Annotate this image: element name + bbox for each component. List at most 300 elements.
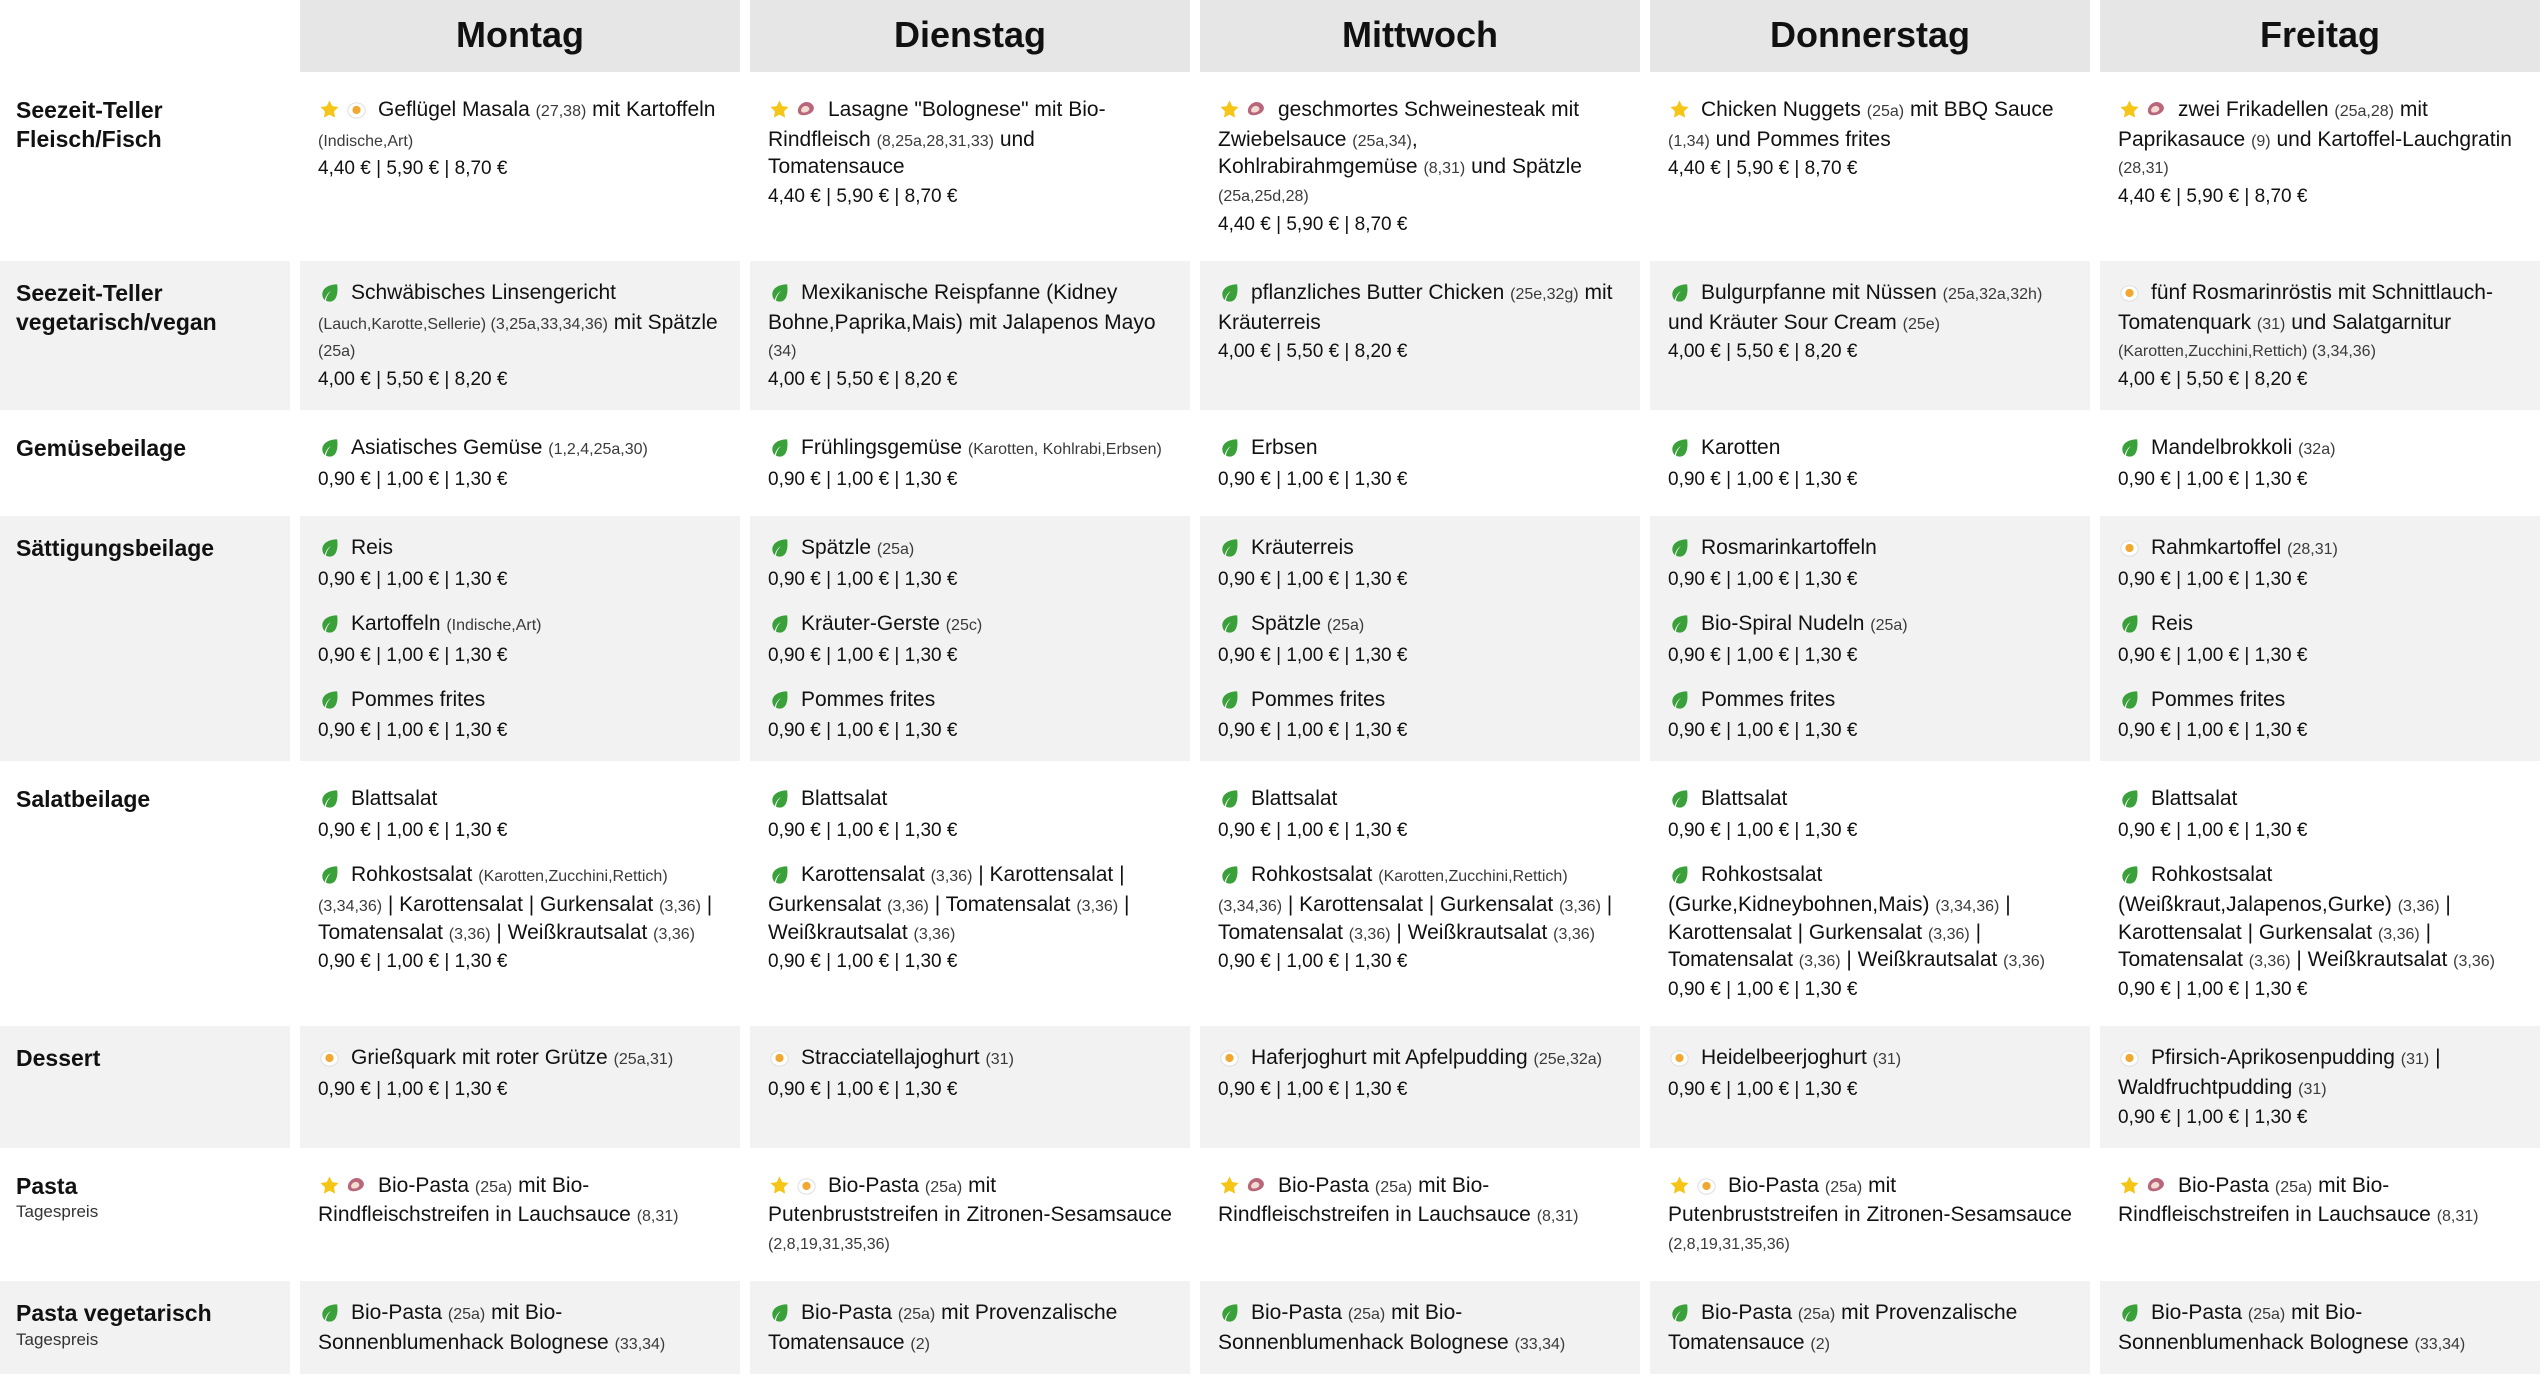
menu-cell <box>295 413 745 513</box>
allergen-codes: (2) <box>910 1335 930 1353</box>
vegan-leaf-icon <box>2118 1301 2141 1324</box>
dish-name: Blattsalat <box>351 787 438 811</box>
vegan-leaf-icon <box>318 787 341 810</box>
menu-cell <box>1195 413 1645 513</box>
price-line: 0,90 € | 1,00 € | 1,30 € <box>768 568 958 590</box>
price-line: 4,40 € | 5,90 € | 8,70 € <box>1218 213 1408 235</box>
star-icon <box>318 98 341 121</box>
price-line: 0,90 € | 1,00 € | 1,30 € <box>768 468 958 490</box>
allergen-codes: (3,36) <box>887 897 929 915</box>
dish-name: mit BBQ Sauce <box>1904 98 2054 121</box>
star-icon <box>2118 98 2141 121</box>
allergen-codes: (Karotten,Zucchini,Rettich) (3,34,36) <box>2118 343 2376 361</box>
dish-description <box>768 785 1172 815</box>
dish-description <box>1668 610 2072 640</box>
dish-name: | Weißkrautsalat <box>1390 920 1554 944</box>
dish-name: Bio-Spiral Nudeln <box>1701 611 1871 635</box>
vegan-leaf-icon <box>318 536 341 559</box>
category-header <box>0 764 295 1023</box>
star-icon <box>768 98 791 121</box>
dish-icons <box>768 98 822 126</box>
menu-cell <box>1645 1278 2095 1374</box>
dish-icons <box>1218 688 1245 716</box>
dish-description <box>318 534 722 564</box>
dish-description <box>318 610 722 640</box>
vegetarian-egg-icon <box>1218 1046 1241 1069</box>
menu-cell <box>745 1023 1195 1151</box>
allergen-codes: (31) <box>2256 315 2286 333</box>
dish-icons <box>2118 1174 2172 1202</box>
menu-cell <box>1195 1278 1645 1374</box>
dish-item <box>1218 1299 1622 1356</box>
vegan-leaf-icon <box>1218 688 1241 711</box>
dish-description <box>2118 534 2522 564</box>
allergen-codes: (25c) <box>945 616 983 634</box>
dish-item <box>1668 1172 2072 1257</box>
price-line: 4,40 € | 5,90 € | 8,70 € <box>1668 158 1858 180</box>
menu-table-header <box>0 0 2545 75</box>
dish-description <box>2118 434 2522 464</box>
price-line: 0,90 € | 1,00 € | 1,30 € <box>1218 720 1408 742</box>
dish-item <box>318 610 722 668</box>
allergen-codes: (3,36) <box>2453 953 2495 971</box>
dish-name: Geflügel Masala <box>378 98 536 121</box>
dish-item <box>2118 1172 2522 1229</box>
dish-description <box>2118 1172 2522 1229</box>
allergen-codes: (3,36) <box>1559 897 1601 915</box>
vegan-leaf-icon <box>2118 688 2141 711</box>
menu-cell <box>295 1023 745 1151</box>
dish-name: Spätzle <box>801 535 877 559</box>
vegan-leaf-icon <box>768 612 791 635</box>
allergen-codes: (25a) <box>1866 103 1905 120</box>
dish-item <box>768 1299 1172 1356</box>
dish-description <box>768 861 1172 946</box>
dish-name: | Tomatensalat <box>1668 920 1982 972</box>
dish-item <box>1668 434 2072 492</box>
category-title: Gemüsebeilage <box>16 435 187 462</box>
star-icon <box>1668 1174 1691 1197</box>
dish-name: mit Provenzalische Tomatensauce <box>1668 1300 2018 1354</box>
allergen-codes: (8,25a,28,31,33) <box>876 132 994 150</box>
dish-icons <box>2118 1046 2145 1074</box>
menu-cell <box>2095 1278 2545 1374</box>
allergen-codes: (25a,28) <box>2334 103 2394 120</box>
dish-icons <box>768 1046 795 1074</box>
allergen-codes: (25a) <box>2274 1178 2313 1196</box>
allergen-codes: (25a) <box>1347 1305 1386 1323</box>
vegan-leaf-icon <box>318 1301 341 1324</box>
dish-name: Spätzle <box>1251 611 1327 635</box>
dish-name: und Kartoffel-Lauchgratin <box>2270 127 2512 151</box>
star-icon <box>318 1174 341 1197</box>
allergen-codes: (27,38) <box>535 103 587 120</box>
category-header <box>0 75 295 258</box>
dish-description <box>318 434 722 464</box>
dish-item <box>318 96 722 182</box>
menu-cell <box>745 413 1195 513</box>
dish-icons <box>768 436 795 464</box>
price-line: 0,90 € | 1,00 € | 1,30 € <box>2118 979 2308 1001</box>
dish-icons <box>2118 436 2145 464</box>
vegan-leaf-icon <box>318 863 341 886</box>
dish-description <box>1218 610 1622 640</box>
menu-cell <box>1645 1023 2095 1151</box>
dish-name: | Tomatensalat <box>928 892 1077 916</box>
dish-item <box>768 686 1172 744</box>
price-line: 0,90 € | 1,00 € | 1,30 € <box>2118 820 2308 842</box>
dish-item <box>318 279 722 392</box>
price-line: 0,90 € | 1,00 € | 1,30 € <box>1218 820 1408 842</box>
dish-item <box>1668 1044 2072 1102</box>
dish-description <box>1668 96 2072 153</box>
dish-icons <box>1218 787 1245 815</box>
vegetarian-egg-icon <box>318 1046 341 1069</box>
dish-name: Mexikanische Reispfanne (Kidney Bohne,Paprika,Mais) mit Jalapenos Mayo <box>768 280 1156 334</box>
allergen-codes: (3,36) <box>2377 925 2420 943</box>
vegan-leaf-icon <box>1668 688 1691 711</box>
menu-table-body <box>0 75 2545 1374</box>
allergen-codes: (28,31) <box>2118 160 2169 178</box>
dish-icons <box>318 1301 345 1329</box>
price-line: 0,90 € | 1,00 € | 1,30 € <box>2118 720 2308 742</box>
vegan-leaf-icon <box>318 688 341 711</box>
dish-description <box>1218 1172 1622 1229</box>
price-line: 0,90 € | 1,00 € | 1,30 € <box>2118 1106 2308 1128</box>
vegan-leaf-icon <box>768 436 791 459</box>
meat-icon <box>2145 98 2168 121</box>
menu-cell <box>1645 764 2095 1023</box>
price-line: 0,90 € | 1,00 € | 1,30 € <box>1668 1078 1858 1100</box>
vegetarian-egg-icon <box>345 98 368 121</box>
dish-name: Pommes frites <box>1701 687 1836 711</box>
dish-description <box>318 96 722 153</box>
dish-name: Stracciatellajoghurt <box>801 1046 986 1070</box>
dish-name: | Tomatensalat <box>1218 892 1613 944</box>
star-icon <box>2118 1174 2141 1197</box>
dish-name: Erbsen <box>1251 436 1318 460</box>
price-line: 4,00 € | 5,50 € | 8,20 € <box>318 369 508 391</box>
dish-name: und Pommes frites <box>1709 127 1891 151</box>
menu-cell <box>745 764 1195 1023</box>
dish-description <box>768 610 1172 640</box>
allergen-codes: (34) <box>768 343 797 361</box>
category-row <box>0 413 2545 513</box>
dish-name: | Weißkrautsalat <box>2290 948 2454 972</box>
price-line: 0,90 € | 1,00 € | 1,30 € <box>768 644 958 666</box>
dish-name: mit Bio-Sonnenblumenhack Bolognese <box>318 1300 615 1354</box>
price-line: 0,90 € | 1,00 € | 1,30 € <box>318 820 508 842</box>
dish-name: | Karottensalat | Gurkensalat <box>382 892 660 916</box>
dish-name: und Kräuter Sour Cream <box>1668 310 1903 334</box>
vegan-leaf-icon <box>318 436 341 459</box>
category-row <box>0 1023 2545 1151</box>
vegan-leaf-icon <box>1218 281 1241 304</box>
category-row <box>0 258 2545 413</box>
allergen-codes: (31) <box>2298 1080 2327 1098</box>
dish-name: Pommes frites <box>801 687 936 711</box>
dish-name: Pommes frites <box>1251 687 1386 711</box>
dish-name: Rosmarinkartoffeln <box>1701 535 1877 559</box>
dish-item <box>768 279 1172 392</box>
dish-description <box>1668 861 2072 974</box>
category-title: Sättigungsbeilage <box>16 534 215 561</box>
vegetarian-egg-icon <box>795 1174 818 1197</box>
menu-cell <box>745 513 1195 764</box>
vegan-leaf-icon <box>318 281 341 304</box>
allergen-codes: (25a) <box>1824 1178 1863 1196</box>
dish-name: Bio-Pasta <box>801 1300 898 1324</box>
dish-description <box>1668 785 2072 815</box>
dish-icons <box>318 1174 372 1202</box>
allergen-codes: (3,36) <box>653 925 695 943</box>
dish-item <box>1218 434 1622 492</box>
dish-description <box>1218 1299 1622 1356</box>
category-subtitle: Tagespreis <box>16 1202 99 1222</box>
dish-description <box>768 434 1172 464</box>
dish-item <box>1668 279 2072 365</box>
dish-item <box>768 96 1172 209</box>
dish-icons <box>2118 98 2172 126</box>
dish-icons <box>768 787 795 815</box>
price-line: 0,90 € | 1,00 € | 1,30 € <box>1668 720 1858 742</box>
menu-cell <box>2095 1151 2545 1278</box>
dish-icons <box>2118 688 2145 716</box>
allergen-codes: (8,31) <box>1536 1208 1579 1226</box>
dish-description <box>1668 434 2072 464</box>
dish-name: Rohkostsalat (Gurke,Kidneybohnen,Mais) <box>1668 863 1936 916</box>
dish-description <box>1218 279 1622 336</box>
dish-icons <box>1668 281 1695 309</box>
dish-item <box>768 1172 1172 1257</box>
dish-name: Kartoffeln <box>351 611 447 635</box>
category-title: Seezeit-Teller vegetarisch/vegan <box>16 279 217 335</box>
dish-item <box>318 861 722 974</box>
dish-icons <box>768 281 795 309</box>
category-title: Seezeit-Teller Fleisch/Fisch <box>16 97 163 152</box>
menu-cell <box>1195 75 1645 258</box>
dish-description <box>318 861 722 946</box>
price-line: 0,90 € | 1,00 € | 1,30 € <box>1218 1078 1408 1100</box>
allergen-codes: (25a) <box>1797 1305 1836 1323</box>
price-line: 0,90 € | 1,00 € | 1,30 € <box>1218 468 1408 490</box>
dish-name: Blattsalat <box>1701 787 1788 811</box>
dish-item <box>318 1299 722 1356</box>
allergen-codes: (31) <box>1872 1051 1902 1069</box>
vegan-leaf-icon <box>318 612 341 635</box>
vegetarian-egg-icon <box>2118 281 2141 304</box>
meat-icon <box>795 98 818 121</box>
dish-icons <box>1668 1046 1695 1074</box>
dish-icons <box>1668 1174 1722 1202</box>
allergen-codes: (3,36) <box>448 925 491 943</box>
price-line: 0,90 € | 1,00 € | 1,30 € <box>1668 820 1858 842</box>
dish-description <box>2118 610 2522 640</box>
dish-name: Bio-Pasta <box>351 1300 448 1324</box>
dish-item <box>2118 279 2522 392</box>
dish-description <box>1668 1044 2072 1074</box>
meat-icon <box>345 1174 368 1197</box>
menu-cell <box>1195 1151 1645 1278</box>
allergen-codes: (25a,25d,28) <box>1218 188 1309 206</box>
vegan-leaf-icon <box>1218 436 1241 459</box>
vegan-leaf-icon <box>768 281 791 304</box>
dish-item <box>1218 861 1622 974</box>
dish-name: Bio-Pasta <box>1251 1300 1348 1324</box>
category-title: Salatbeilage <box>16 786 151 813</box>
dish-name: Karotten <box>1701 436 1781 460</box>
dish-name: Bio-Pasta <box>378 1173 475 1197</box>
menu-cell <box>745 258 1195 413</box>
dish-name: Bio-Pasta <box>2151 1300 2248 1324</box>
dish-name: Haferjoghurt mit Apfelpudding <box>1251 1046 1534 1070</box>
category-subtitle: Tagespreis <box>16 1329 99 1349</box>
dish-description <box>318 686 722 716</box>
dish-name: mit Kräuterreis <box>1218 280 1613 334</box>
dish-name: pflanzliches Butter Chicken <box>1251 280 1511 304</box>
price-line: 0,90 € | 1,00 € | 1,30 € <box>1668 468 1858 490</box>
allergen-codes: (1,2,4,25a,30) <box>548 441 648 459</box>
price-line: 0,90 € | 1,00 € | 1,30 € <box>2118 468 2308 490</box>
dish-name: Rahmkartoffel <box>2151 535 2288 559</box>
day-header-montag: Montag <box>295 0 745 75</box>
vegan-leaf-icon <box>1668 863 1691 886</box>
menu-cell <box>2095 413 2545 513</box>
dish-name: Pommes frites <box>2151 687 2286 711</box>
dish-icons <box>768 1301 795 1329</box>
allergen-codes: (25a) <box>1374 1178 1413 1196</box>
dish-name: Frühlingsgemüse <box>801 436 968 460</box>
corner-cell <box>0 0 295 75</box>
dish-name: | Waldfruchtpudding <box>2118 1046 2441 1099</box>
price-line: 4,40 € | 5,90 € | 8,70 € <box>768 186 958 208</box>
dish-description <box>768 1172 1172 1257</box>
dish-name: Rohkostsalat <box>351 863 479 887</box>
dish-item <box>1218 686 1622 744</box>
dish-icons <box>318 612 345 640</box>
vegan-leaf-icon <box>768 863 791 886</box>
dish-item <box>1218 1172 1622 1229</box>
dish-icons <box>318 863 345 891</box>
dish-description <box>2118 1044 2522 1101</box>
allergen-codes: (25a,31) <box>613 1051 674 1069</box>
dish-name: | Karottensalat | Gurkensalat <box>768 863 1125 916</box>
vegan-leaf-icon <box>2118 863 2141 886</box>
dish-item <box>2118 1299 2522 1356</box>
dish-icons <box>768 536 795 564</box>
menu-cell <box>295 258 745 413</box>
allergen-codes: (3,36) <box>1798 953 1841 971</box>
dish-icons <box>2118 787 2145 815</box>
menu-cell <box>1645 1151 2095 1278</box>
allergen-codes: (3,36) <box>1927 925 1970 943</box>
dish-name: Mandelbrokkoli <box>2151 436 2299 460</box>
dish-description <box>1668 279 2072 336</box>
dish-name: | Karottensalat | Gurkensalat <box>2118 892 2451 944</box>
dish-name: Reis <box>351 535 394 559</box>
dish-description <box>318 1172 722 1229</box>
dish-icons <box>2118 281 2145 309</box>
dish-icons <box>1668 863 1695 891</box>
allergen-codes: (3,36) <box>2003 953 2045 971</box>
price-line: 0,90 € | 1,00 € | 1,30 € <box>1218 951 1408 973</box>
allergen-codes: (3,36) <box>1348 925 1391 943</box>
dish-description <box>2118 279 2522 364</box>
dish-description <box>1218 686 1622 716</box>
menu-cell <box>1195 258 1645 413</box>
allergen-codes: (25e,32g) <box>1510 285 1579 303</box>
menu-cell <box>2095 513 2545 764</box>
dish-item <box>768 534 1172 592</box>
dish-icons <box>318 787 345 815</box>
dish-name: Grießquark mit roter Grütze <box>351 1046 614 1070</box>
dish-item <box>2118 686 2522 744</box>
dish-description <box>2118 96 2522 181</box>
price-line: 4,40 € | 5,90 € | 8,70 € <box>2118 186 2308 208</box>
dish-icons <box>1668 612 1695 640</box>
menu-cell <box>295 1278 745 1374</box>
dish-name: Bio-Pasta <box>2178 1173 2275 1197</box>
dish-name: | Weißkrautsalat <box>490 920 654 944</box>
dish-name: Bio-Pasta <box>1701 1300 1798 1324</box>
dish-description <box>318 1299 722 1356</box>
dish-item <box>1218 96 1622 237</box>
allergen-codes: (Karotten, Kohlrabi,Erbsen) <box>967 441 1162 459</box>
allergen-codes: (25a,32a,32h) <box>1942 285 2043 303</box>
menu-cell <box>1645 513 2095 764</box>
dish-item <box>1668 534 2072 592</box>
allergen-codes: (9) <box>2251 132 2271 150</box>
price-line: 0,90 € | 1,00 € | 1,30 € <box>2118 568 2308 590</box>
allergen-codes: (32a) <box>2298 441 2336 459</box>
dish-item <box>1668 96 2072 182</box>
menu-cell <box>1195 1023 1645 1151</box>
dish-item <box>1668 610 2072 668</box>
dish-description <box>1668 686 2072 716</box>
allergen-codes: (Lauch,Karotte,Sellerie) (3,25a,33,34,36) <box>318 315 608 333</box>
price-line: 0,90 € | 1,00 € | 1,30 € <box>768 820 958 842</box>
dish-name: Reis <box>2151 611 2194 635</box>
allergen-codes: (25a) <box>924 1178 963 1196</box>
allergen-codes: (28,31) <box>2287 540 2338 558</box>
allergen-codes: (25a) <box>2247 1305 2286 1323</box>
vegan-leaf-icon <box>768 1301 791 1324</box>
dish-item <box>2118 610 2522 668</box>
dish-name: Pfirsich-Aprikosenpudding <box>2151 1046 2401 1070</box>
dish-icons <box>1668 688 1695 716</box>
menu-cell <box>1195 513 1645 764</box>
category-header <box>0 1151 295 1278</box>
star-icon <box>768 1174 791 1197</box>
dish-item <box>2118 96 2522 209</box>
dish-description <box>768 1044 1172 1074</box>
dish-item <box>1668 785 2072 843</box>
dish-description <box>318 785 722 815</box>
dish-name: und Spätzle <box>1465 155 1582 179</box>
allergen-codes: (33,34) <box>2414 1335 2466 1353</box>
allergen-codes: (Indische,Art) <box>446 616 542 634</box>
dish-description <box>768 1299 1172 1356</box>
dish-name: Karottensalat <box>801 863 931 887</box>
dish-icons <box>318 436 345 464</box>
dish-item <box>1218 785 1622 843</box>
dish-icons <box>1668 787 1695 815</box>
vegan-leaf-icon <box>1218 536 1241 559</box>
dish-item <box>1668 686 2072 744</box>
dish-name: Rohkostsalat (Weißkraut,Jalapenos,Gurke) <box>2118 863 2398 916</box>
menu-cell <box>2095 258 2545 413</box>
price-line: 0,90 € | 1,00 € | 1,30 € <box>768 1078 958 1100</box>
